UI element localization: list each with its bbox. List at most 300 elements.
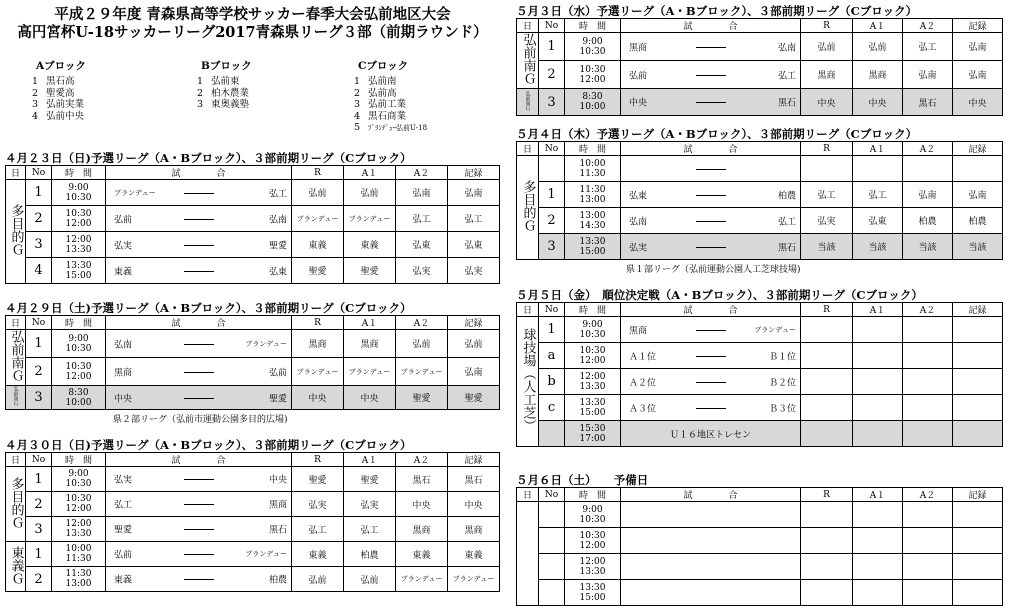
official-rec: 弘南 [953,61,1003,89]
table-row [517,61,1003,89]
match-number: 2 [26,492,52,517]
venue-cell [517,317,539,447]
team-name: 弘前南 [368,76,397,87]
schedule-table [5,315,500,410]
match-cell [621,182,801,208]
venue-cell [6,330,26,386]
venue-label: 球技場（人工芝） [520,328,536,432]
official-a2 [903,317,953,343]
venue-label: 弘前南Ｇ [524,90,531,111]
match-cell [621,528,801,554]
versus-dash [696,221,726,222]
block-team [32,76,86,88]
official-a2: 弘前 [396,330,448,358]
block-team [354,111,427,123]
versus-dash [184,554,214,555]
end-time: 13:00 [579,194,606,205]
schedule-table [516,487,1003,606]
official-r [801,343,853,369]
start-time: 8:30 [68,387,89,398]
official-a2: 弘東 [396,232,448,258]
team-name: 弘前高 [368,87,397,99]
official-rec: 聖愛 [448,386,500,410]
match-cell [621,554,801,580]
team-number: 1 [32,76,39,87]
start-time: 13:30 [579,582,606,593]
official-a2: 弘南 [903,61,953,89]
official-a1: 柏農 [344,542,396,567]
table-row [517,580,1003,606]
schedule-table [516,302,1003,447]
versus-dash [696,195,726,196]
official-rec [953,580,1003,606]
section-heading: ４月２９日（土)予選リーグ（A・Bブロック）、３部前期リーグ（Cブロック） [5,301,412,315]
column-header: A１ [853,19,903,33]
header-row [517,142,1003,156]
end-time: 10:30 [65,479,92,489]
official-a1: ブランデュー [344,206,396,232]
official-a1: 東義 [344,232,396,258]
match-number: 4 [26,258,52,284]
match-number: 2 [539,208,565,234]
match-wrap [106,567,291,591]
official-a2: ブランデュー [396,567,448,592]
match-cell [106,386,292,410]
column-header: 日 [517,19,539,33]
column-header: 試 合 [106,166,292,180]
column-header: R [801,303,853,317]
official-rec: 中央 [448,492,500,517]
end-time: 14:30 [579,220,606,231]
official-r: 東義 [292,542,344,567]
official-a2 [903,554,953,580]
match-wrap [106,258,291,283]
official-a1: 弘工 [344,517,396,542]
official-r: 弘前 [801,33,853,61]
official-a1 [853,502,903,528]
official-rec [953,317,1003,343]
venue-label: 多目的Ｇ [8,204,24,256]
official-r [801,502,853,528]
start-time: 9:00 [68,333,89,344]
match-number: 1 [539,182,565,208]
match-wrap [106,180,291,205]
start-time: 13:30 [579,236,606,247]
time-cell [52,330,106,358]
end-time: 10:00 [65,397,92,408]
match-cell [621,395,801,421]
match-number: 2 [26,358,52,386]
official-rec: 黒石 [448,467,500,492]
versus-dash [696,169,726,170]
column-header: 時 間 [52,453,106,467]
start-time: 10:00 [579,158,606,169]
column-header: A２ [396,316,448,330]
away-team: 弘工 [777,71,796,81]
venue-cell [6,467,26,542]
column-header: R [292,453,344,467]
venue-cell [517,502,539,606]
match-wrap [106,332,291,355]
official-a1: 弘前 [344,180,396,206]
venue-note: 県２部リーグ（弘前市運動公園多目的広場) [113,415,288,425]
column-header: A２ [903,19,953,33]
venue-cell [6,386,26,410]
match-cell [106,232,292,258]
official-a1 [853,156,903,182]
official-rec: 弘南 [448,180,500,206]
end-time: 13:30 [65,529,92,539]
team-number: 2 [197,87,204,99]
column-header: 試 合 [621,19,801,33]
column-header: R [801,488,853,502]
official-a2: 黒商 [396,517,448,542]
home-team: 弘実 [114,241,133,251]
column-header: 記録 [953,303,1003,317]
block-c [354,58,427,134]
official-r [801,317,853,343]
column-header: 試 合 [621,303,801,317]
match-number: 1 [26,467,52,492]
official-rec: 東義 [448,542,500,567]
table-row [6,180,500,206]
official-r: ブランデュー [292,206,344,232]
away-team: 弘南 [777,43,796,53]
versus-dash [184,398,214,399]
column-header: 試 合 [621,142,801,156]
match-cell [621,421,801,447]
end-time: 12:00 [65,218,92,229]
end-time: 12:00 [579,540,606,551]
official-r: 弘工 [801,182,853,208]
end-time: 15:00 [65,270,92,281]
table-row [517,369,1003,395]
block-heading: Cブロック [358,60,409,72]
time-cell [565,395,621,421]
official-a1: 弘前 [344,567,396,592]
schedule-table [516,18,1003,116]
match-cell [621,156,801,182]
match-number: 1 [26,330,52,358]
column-header: 記録 [448,453,500,467]
match-wrap [621,234,800,259]
official-a2 [903,369,953,395]
home-team: 弘実 [629,243,648,253]
table-row [6,232,500,258]
official-r: 黒商 [801,61,853,89]
team-number: 3 [354,99,361,110]
column-header: A２ [903,488,953,502]
away-team: 弘南 [268,215,287,225]
match-wrap [106,517,291,541]
table-row [517,33,1003,61]
column-header: A２ [903,142,953,156]
venue-note: 県１部リーグ（弘前運動公園人工芝球技場) [626,265,801,275]
match-wrap [621,208,800,233]
home-team: 弘南 [629,217,648,227]
venue-label: 弘前南Ｇ [8,330,24,382]
column-header: 日 [6,166,26,180]
match-number [539,580,565,606]
column-header: 時 間 [565,142,621,156]
versus-dash [696,408,726,409]
venue-label: 多目的Ｇ [8,476,24,529]
official-rec: 柏農 [953,208,1003,234]
time-cell [565,234,621,260]
block-team [197,99,252,111]
match-number: 3 [26,232,52,258]
team-name: 弘前工業 [368,99,407,110]
column-header: No [26,166,52,180]
team-number: 5 [354,122,361,133]
column-header: R [801,142,853,156]
official-a2: 黒石 [903,89,953,116]
home-team: 弘前 [114,550,133,561]
schedule-apr29 [5,301,499,425]
official-a1: 黒商 [853,61,903,89]
official-r: 中央 [292,386,344,410]
away-team: Ｂ３位 [768,404,796,414]
start-time: 10:30 [65,361,92,372]
match-wrap [106,492,291,516]
match-center-text: Ｕ１６地区トレセン [669,430,751,440]
match-number: 1 [539,317,565,343]
official-a2: 弘南 [396,180,448,206]
official-r [801,554,853,580]
official-rec: 弘工 [448,206,500,232]
official-r: 弘実 [801,208,853,234]
home-team: 中央 [629,98,648,109]
start-time: 10:30 [579,345,606,356]
versus-dash [184,271,214,272]
versus-dash [696,47,726,48]
venue-cell [517,89,539,116]
match-number: 2 [26,567,52,592]
match-number: 3 [26,517,52,542]
column-header: A１ [853,142,903,156]
match-number: 1 [539,33,565,61]
schedule-apr30 [5,438,499,592]
time-cell [565,156,621,182]
schedule-may6 [516,473,1002,606]
match-wrap [106,232,291,257]
column-header: 記録 [953,19,1003,33]
time-cell [52,386,106,410]
match-wrap [621,182,800,207]
header-row [517,303,1003,317]
match-number: 2 [26,206,52,232]
section-heading: ５月５日（金） 順位決定戦（A・Bブロック）、３部前期リーグ（Cブロック） [516,288,923,302]
official-a1 [853,395,903,421]
official-r: ブランデュー [292,358,344,386]
match-wrap [621,343,800,368]
block-a [32,58,86,122]
section-heading: ５月３日（水）予選リーグ（A・Bブロック）、３部前期リーグ（Cブロック） [516,4,918,18]
match-wrap [621,395,800,420]
official-a1: 弘前 [853,33,903,61]
block-team [32,99,86,111]
column-header: A１ [344,453,396,467]
match-wrap [621,421,800,446]
block-team [197,88,252,100]
official-rec [953,395,1003,421]
time-cell [52,232,106,258]
official-a2: 弘実 [396,258,448,284]
official-r: 弘前 [292,567,344,592]
table-row [517,89,1003,116]
column-header: No [539,303,565,317]
column-header: No [26,316,52,330]
time-cell [565,317,621,343]
versus-dash [184,504,214,505]
versus-dash [184,245,214,246]
venue-label: 弘前南Ｇ [520,33,536,85]
official-a2 [903,343,953,369]
official-a2 [903,528,953,554]
match-wrap [621,554,800,579]
start-time: 12:00 [65,234,92,245]
end-time: 13:30 [579,566,606,577]
start-time: 9:00 [68,469,89,479]
versus-dash [184,579,214,580]
home-team: 弘南 [114,340,133,350]
table-row [517,343,1003,369]
table-row [6,358,500,386]
block-heading: Aブロック [36,60,86,72]
block-heading: Bブロック [201,60,252,72]
team-name: ﾌﾞﾗﾝﾃﾞｭｰ弘前U-18 [368,124,428,132]
official-rec: 中央 [953,89,1003,116]
official-a2: 聖愛 [396,386,448,410]
team-name: 弘前中央 [46,110,85,122]
match-number: 1 [26,180,52,206]
home-team: 弘東 [629,191,648,201]
end-time: 15:00 [579,592,606,603]
end-time: 11:30 [579,168,606,179]
official-a1: ブランデュー [344,358,396,386]
schedule-table [5,165,500,284]
away-team: 柏農 [777,191,796,201]
away-team: Ｂ１位 [768,352,796,362]
header-row [6,316,500,330]
start-time: 9:00 [68,182,89,193]
home-team: 東義 [114,575,133,586]
official-r [801,369,853,395]
match-wrap [621,580,800,605]
official-a2 [903,580,953,606]
away-team: 中央 [268,475,287,486]
home-team: 黒商 [114,368,133,378]
time-cell [52,467,106,492]
venue-cell [6,180,26,284]
header-row [6,453,500,467]
team-name: 聖愛高 [46,87,75,99]
official-rec [953,502,1003,528]
block-team [354,76,427,88]
column-header: 日 [517,488,539,502]
end-time: 17:00 [579,433,606,444]
match-number: 3 [26,386,52,410]
time-cell [565,580,621,606]
official-a1: 聖愛 [344,467,396,492]
official-r: 中央 [801,89,853,116]
match-cell [621,580,801,606]
match-number: 3 [539,234,565,260]
versus-dash [696,247,726,248]
column-header: 日 [6,453,26,467]
match-number: a [539,343,565,369]
official-rec: 弘実 [448,258,500,284]
official-a2: 柏農 [903,208,953,234]
official-rec: 黒商 [448,517,500,542]
block-b [197,58,252,111]
match-wrap [621,502,800,527]
time-cell [565,421,621,447]
away-team: 黒石 [268,525,287,536]
away-team: 黒石 [777,243,796,253]
official-a1 [853,369,903,395]
time-cell [52,180,106,206]
schedule-may3 [516,4,1002,116]
table-row [517,502,1003,528]
match-cell [106,358,292,386]
table-row [517,234,1003,260]
match-cell [106,542,292,567]
table-row [517,421,1003,447]
time-cell [565,33,621,61]
time-cell [52,492,106,517]
block-team [354,88,427,100]
match-wrap [106,206,291,231]
official-a1 [853,580,903,606]
home-team: 弘前 [629,71,648,81]
versus-dash [184,219,214,220]
column-header: 記録 [953,142,1003,156]
match-cell [106,567,292,592]
start-time: 9:00 [582,504,603,515]
versus-dash [184,479,214,480]
match-wrap [621,317,800,342]
table-row [6,330,500,358]
block-team [32,111,86,123]
home-team: 聖愛 [114,525,133,536]
team-name: 柏木農業 [211,87,250,99]
start-time: 13:00 [579,210,606,221]
away-team: 弘工 [777,217,796,227]
home-team: Ａ１位 [629,352,657,362]
official-a2 [903,502,953,528]
end-time: 12:00 [65,504,92,514]
match-wrap [621,369,800,394]
versus-dash [696,102,726,103]
table-row [6,467,500,492]
venue-label: 多目的Ｇ [520,180,536,232]
section-heading: ４月３０日（日)予選リーグ（A・Bブロック）、３部前期リーグ（Cブロック） [5,438,412,452]
match-cell [621,89,801,116]
table-row [6,492,500,517]
official-rec: 弘前 [448,330,500,358]
end-time: 10:30 [579,514,606,525]
start-time: 10:00 [65,544,92,554]
official-rec: 弘南 [953,182,1003,208]
official-r [801,421,853,447]
table-row [6,386,500,410]
home-team: Ａ３位 [629,404,657,414]
official-a1: 黒商 [344,330,396,358]
versus-dash [184,529,214,530]
start-time: 9:00 [582,319,603,330]
start-time: 10:30 [579,64,606,75]
